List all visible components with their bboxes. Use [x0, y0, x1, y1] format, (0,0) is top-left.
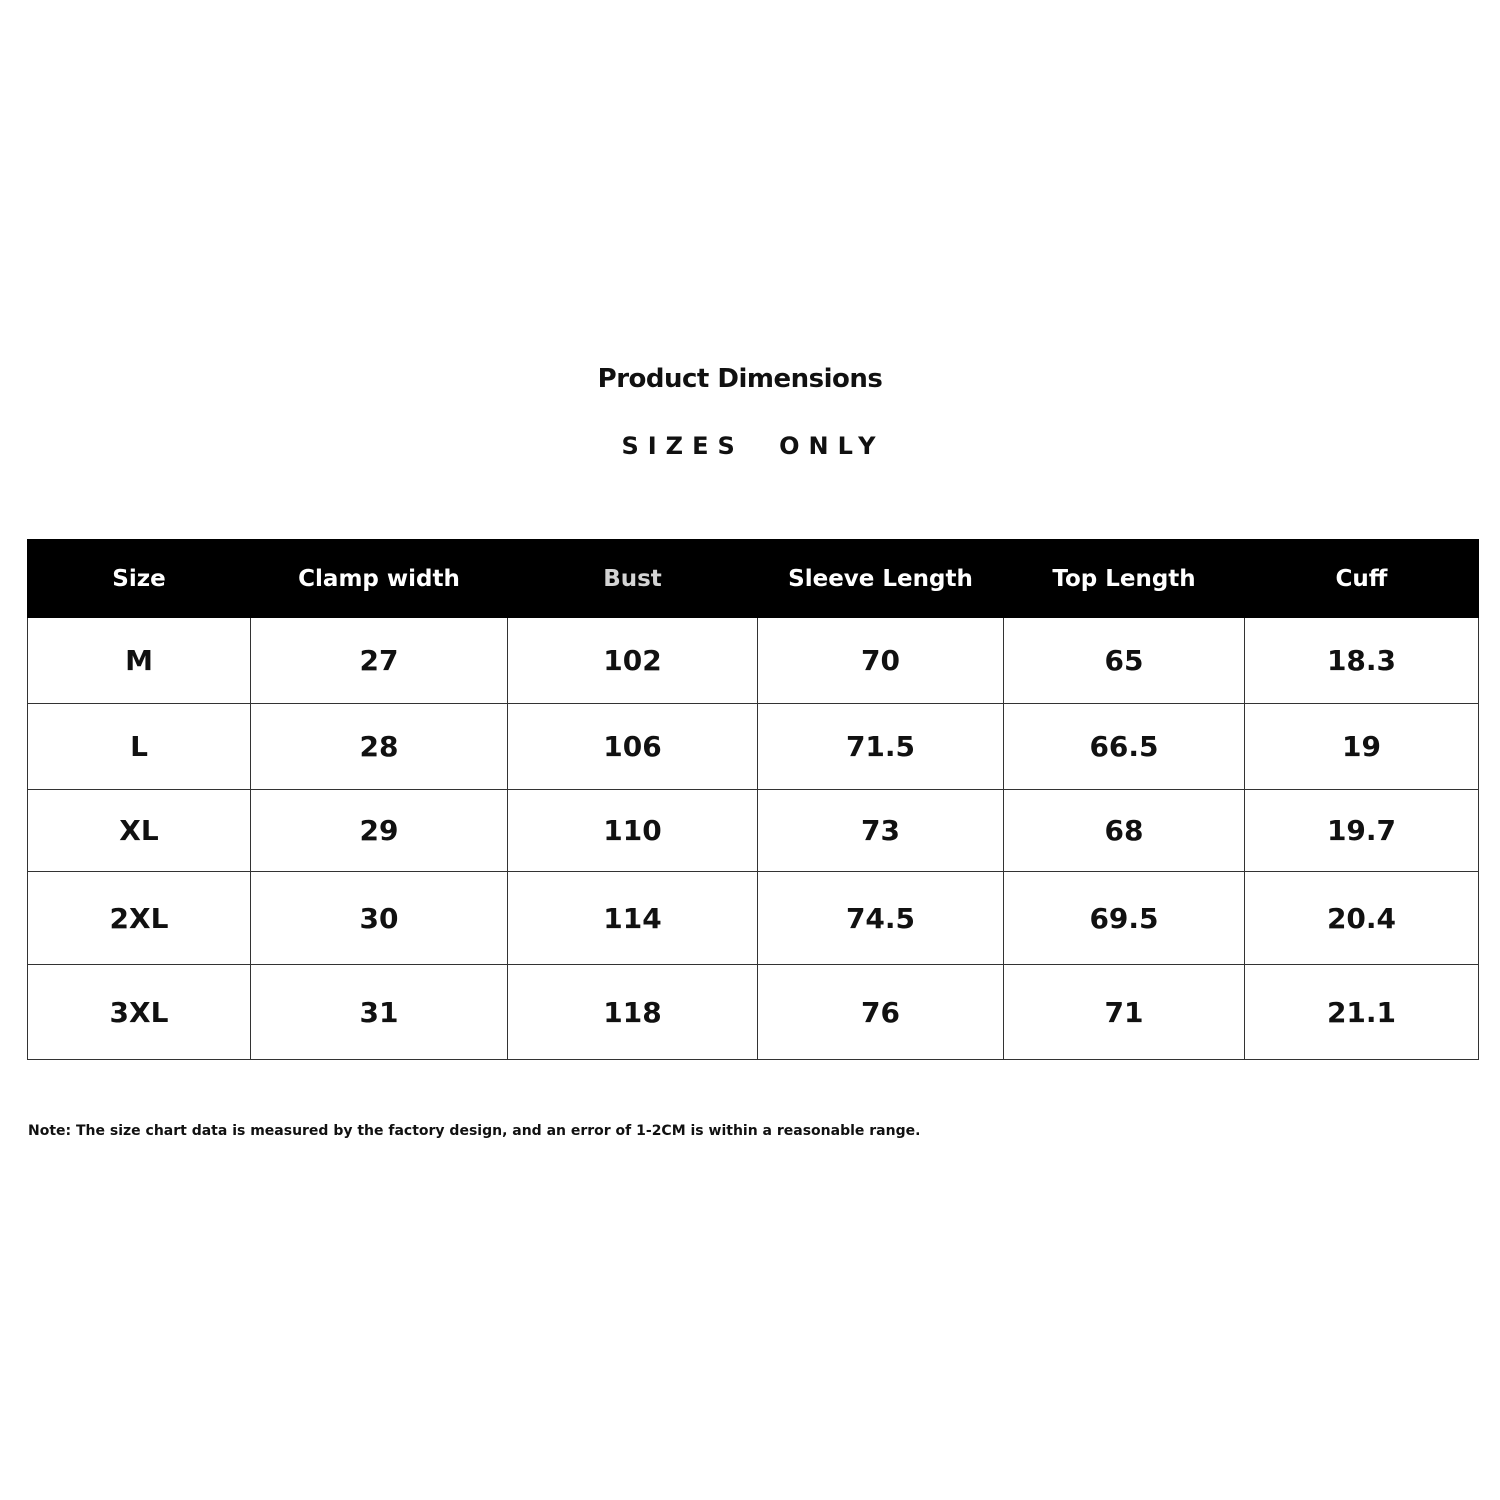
table-row	[28, 790, 1479, 872]
table-row	[28, 704, 1479, 790]
table-row	[28, 965, 1479, 1060]
header-sleeve-length: Sleeve Length	[758, 540, 1004, 618]
cell-clamp-width: 31	[251, 965, 508, 1060]
cell-bust: 114	[508, 872, 758, 965]
cell-sleeve-length: 70	[758, 618, 1004, 704]
cell-top-length: 65	[1004, 618, 1245, 704]
page-title: Product Dimensions	[597, 364, 883, 394]
cell-size: L	[28, 704, 251, 790]
page-subtitle: SIZES ONLY	[621, 432, 885, 460]
table-header-row	[28, 540, 1479, 618]
cell-bust: 118	[508, 965, 758, 1060]
cell-sleeve-length: 74.5	[758, 872, 1004, 965]
header-bust: Bust	[508, 540, 758, 618]
header-cuff: Cuff	[1245, 540, 1479, 618]
size-table	[27, 539, 1479, 1060]
cell-size: M	[28, 618, 251, 704]
table-row	[28, 618, 1479, 704]
cell-bust: 102	[508, 618, 758, 704]
cell-clamp-width: 29	[251, 790, 508, 872]
cell-top-length: 66.5	[1004, 704, 1245, 790]
cell-clamp-width: 28	[251, 704, 508, 790]
cell-clamp-width: 30	[251, 872, 508, 965]
cell-top-length: 69.5	[1004, 872, 1245, 965]
size-chart-note: Note: The size chart data is measured by the factory design, and an error of 1-2CM is within a reasonable range.	[28, 1123, 921, 1139]
table-row	[28, 872, 1479, 965]
header-size: Size	[28, 540, 251, 618]
cell-clamp-width: 27	[251, 618, 508, 704]
cell-size: XL	[28, 790, 251, 872]
cell-size: 3XL	[28, 965, 251, 1060]
cell-cuff: 21.1	[1245, 965, 1479, 1060]
cell-cuff: 19	[1245, 704, 1479, 790]
cell-sleeve-length: 71.5	[758, 704, 1004, 790]
header-top-length: Top Length	[1004, 540, 1245, 618]
cell-cuff: 20.4	[1245, 872, 1479, 965]
cell-sleeve-length: 73	[758, 790, 1004, 872]
cell-sleeve-length: 76	[758, 965, 1004, 1060]
cell-size: 2XL	[28, 872, 251, 965]
cell-cuff: 19.7	[1245, 790, 1479, 872]
header-clamp-width: Clamp width	[251, 540, 508, 618]
cell-bust: 106	[508, 704, 758, 790]
cell-top-length: 71	[1004, 965, 1245, 1060]
cell-bust: 110	[508, 790, 758, 872]
cell-cuff: 18.3	[1245, 618, 1479, 704]
cell-top-length: 68	[1004, 790, 1245, 872]
